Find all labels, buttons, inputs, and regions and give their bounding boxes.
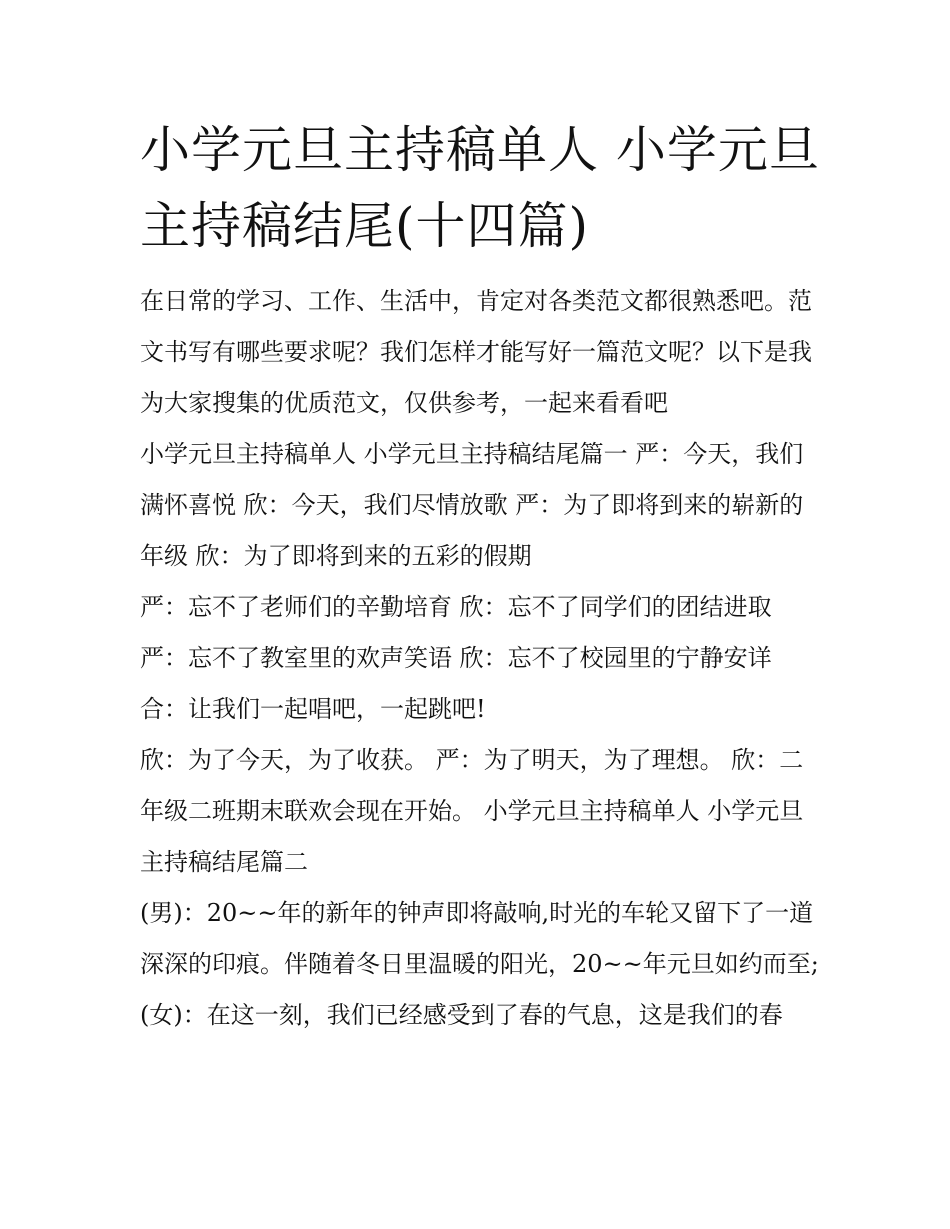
paragraph-male-host: (男)：20~~年的新年的钟声即将敲响,时光的车轮又留下了一道深深的印痕。伴随着冬日里温暖的阳光，20~~年元旦如约而至; — [140, 899, 819, 978]
paragraph-opening: 欣：为了今天，为了收获。 严：为了明天，为了理想。 欣：二年级二班期末联欢会现在开始。 小学元旦主持稿单人 小学元旦主持稿结尾篇二 — [140, 746, 804, 876]
paragraph-intro: 在日常的学习、工作、生活中，肯定对各类范文都很熟悉吧。范文书写有哪些要求呢？我们怎样才能写好一篇范文呢？以下是我为大家搜集的优质范文，仅供参考，一起来看看吧 — [140, 287, 812, 417]
document-title: 小学元旦主持稿单人 小学元旦 主持稿结尾(十四篇) — [140, 121, 820, 255]
paragraph-female-host: (女)：在这一刻，我们已经感受到了春的气息，这是我们的春 — [140, 1001, 783, 1029]
document-body — [140, 276, 820, 1041]
paragraph-teachers: 严：忘不了老师们的辛勤培育 欣：忘不了同学们的团结进取 — [140, 593, 772, 621]
paragraph-classroom: 严：忘不了教室里的欢声笑语 欣：忘不了校园里的宁静安详 — [140, 644, 772, 672]
paragraph-part-one: 小学元旦主持稿单人 小学元旦主持稿结尾篇一 严：今天，我们满怀喜悦 欣：今天，我们尽情放歌 严：为了即将到来的崭新的年级 欣：为了即将到来的五彩的假期 — [140, 440, 804, 570]
paragraph-together: 合：让我们一起唱吧，一起跳吧! — [140, 695, 486, 723]
